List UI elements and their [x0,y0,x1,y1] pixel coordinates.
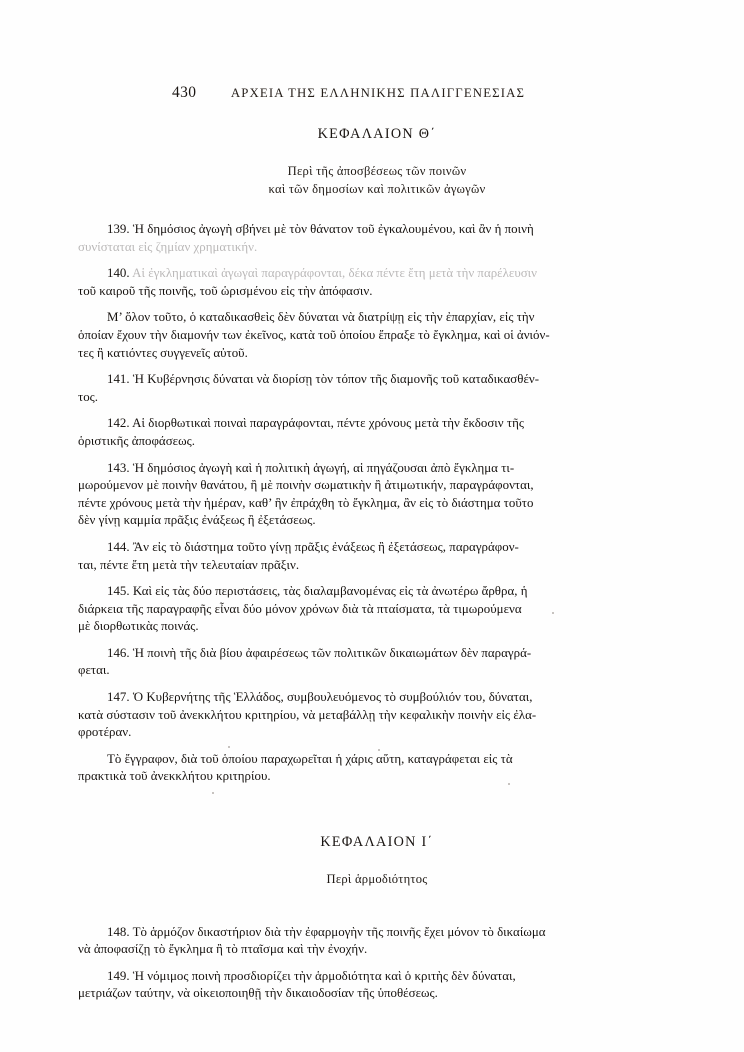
article-142-text-1: Αἱ διορθωτικαὶ ποιναὶ παραγράφονται, πέντε χρόνους μετὰ τὴν ἔκδοσιν τῆς [132,416,524,431]
article-143 [78,460,676,530]
article-145-line-2: διάρκεια τῆς παραγραφῆς εἶναι δύο μόνον χρόνων διὰ τὰ πταίσματα, τὰ τιμωρούμενα [78,601,522,616]
article-145-number: 145. [107,584,130,599]
article-141-line-1 [78,371,676,389]
article-145-text-1: Καὶ εἰς τὰς δύο περιστάσεις, τὰς διαλαμβανομένας εἰς τὰ ἀνωτέρω ἄρθρα, ἡ [132,584,528,599]
scan-speck [378,749,380,751]
article-147-text-1: Ὁ Κυβερνήτης τῆς Ἑλλάδος, συμβουλευόμενος τὸ συμβούλιόν του, δύναται, [132,690,533,705]
article-143-text-1: Ἡ δημόσιος ἀγωγὴ καὶ ἡ πολιτικὴ ἀγωγή, αἱ πηγάζουσαι ἀπὸ ἔγκλημα τι- [132,460,515,475]
article-144-number: 144. [107,539,130,554]
article-140-cont-line-3: τες ἢ κατιόντες συγγενεῖς αὐτοῦ. [78,345,248,360]
article-144 [78,539,676,574]
article-140-line-2 [78,283,676,301]
article-144-line-2: ται, πέντε ἔτη μετὰ τὴν τελευταίαν πρᾶξιν. [78,557,300,572]
article-143-number: 143. [107,460,130,475]
scan-speck [552,612,554,614]
scan-speck [508,783,510,785]
running-head-title: ΑΡΧΕΙΑ ΤΗΣ ΕΛΛΗΝΙΚΗΣ ΠΑΛΙΓΓΕΝΕΣΙΑΣ [230,86,526,100]
article-139-text-1: Ἡ δημόσιος ἀγωγὴ σβήνει μὲ τὸν θάνατον τοῦ ἐγκαλουμένου, καὶ ἂν ἡ ποινὴ [132,222,534,236]
article-144-line-1 [78,539,676,557]
article-142-number: 142. [107,416,130,431]
article-147-line-1 [78,689,676,707]
article-142-line-1 [78,415,676,433]
article-147 [78,689,676,742]
article-149-text-1: Ἡ νόμιμος ποινὴ προσδιορίζει τὴν ἁρμοδιότητα καὶ ὁ κριτὴς δὲν δύναται, [132,968,516,983]
article-147-cont-line-2: πρακτικὰ τοῦ ἀνεκκλήτου κριτηρίου. [78,769,271,784]
chapter-nine-subtitle-line-1: Περὶ τῆς ἀποσβέσεως τῶν ποινῶν [287,164,467,178]
page-number: 430 [172,84,197,101]
article-149-line-1 [78,968,676,986]
chapter-ten-subtitle-line-1: Περὶ ἁρμοδιότητος [326,872,428,887]
article-141-text-1: Ἡ Κυβέρνησις δύναται νὰ διορίσῃ τὸν τόπον τῆς διαμονῆς τοῦ καταδικασθέν- [132,372,540,387]
article-140-line-1 [78,265,676,283]
article-148-line-2: νὰ ἀποφασίζῃ τὸ ἔγκλημα ἢ τὸ πταῖσμα καὶ τὴν ἐνοχήν. [78,942,368,957]
article-146 [78,645,676,680]
article-144-text-1: Ἂν εἰς τὸ διάστημα τοῦτο γίνῃ πρᾶξις ἐνάξεως ἢ ἐξετάσεως, παραγράφον- [132,539,519,554]
article-139 [78,221,676,256]
chapter-nine-title: ΚΕΦΑΛΑΙΟΝ Θ΄ [317,126,437,142]
article-147-number: 147. [107,690,130,705]
article-140-continuation [78,309,676,362]
chapter-ten-subtitle [78,871,676,889]
article-143-line-3: πέντε χρόνους μετὰ τὴν ἡμέραν, καθ’ ἣν ἐπράχθη τὸ ἔγκλημα, ἂν εἰς τὸ διάστημα τοῦτο [78,495,534,510]
spacer [78,786,676,834]
article-148-number: 148. [107,924,130,939]
article-140-cont-line-2: ὁποίαν ἔχουν τὴν διαμονήν των ἐκεῖνος, κατὰ τοῦ ὁποίου ἔπραξε τὸ ἔγκλημα, καὶ οἱ ἀνιόν- [78,327,550,342]
article-141-line-2: τος. [78,389,99,404]
article-147-cont-line-1: Τὸ ἔγγραφον, διὰ τοῦ ὁποίου παραχωρεῖται ἡ χάρις αὕτη, καταγράφεται εἰς τὰ [107,751,513,766]
article-139-text-2: συνίσταται εἰς ζημίαν χρηματικήν. [78,239,258,254]
article-146-number: 146. [107,645,130,660]
article-147-continuation [78,751,676,786]
article-146-line-1 [78,645,676,663]
text-block [78,120,676,1003]
article-143-line-4: δὲν γίνῃ καμμία πρᾶξις ἐνάξεως ἢ ἐξετάσεως. [78,513,316,528]
chapter-ten-title: ΚΕΦΑΛΑΙΟΝ Ι΄ [320,834,434,851]
article-142 [78,415,676,450]
scan-speck [212,792,214,794]
article-148-text-1: Τὸ ἁρμόζον δικαστήριον διὰ τὴν ἐφαρμογὴν τῆς ποινῆς ἔχει μόνον τὸ δικαίωμα [132,924,546,939]
article-145 [78,583,676,636]
running-head [0,84,744,106]
article-142-line-2: ὁριστικῆς ἀποφάσεως. [78,433,195,448]
spacer [78,198,676,212]
article-143-line-2: μωρούμενον μὲ ποινὴν θανάτου, ἢ μὲ ποινὴν σωματικὴν ἢ ἀτιμωτικήν, παραγράφονται, [78,478,534,493]
article-148-line-1 [78,924,676,942]
article-145-line-1 [78,583,676,601]
chapter-nine-subtitle [78,163,676,198]
article-145-line-3: μὲ διορθωτικὰς ποινάς. [78,619,199,634]
article-139-number: 139. [107,222,130,236]
article-147-line-2: κατὰ σύστασιν τοῦ ἀνεκκλήτου κριτηρίου, νὰ μεταβάλλῃ τὴν κεφαλικὴν ποινὴν εἰς ἐλα- [78,707,537,722]
article-141-number: 141. [107,372,130,387]
article-146-text-1: Ἡ ποινὴ τῆς διὰ βίου ἀφαιρέσεως τῶν πολιτικῶν δικαιωμάτων δὲν παραγρά- [132,645,532,660]
article-139-line-1 [78,221,676,239]
article-148 [78,924,676,959]
article-140-text-1: Αἱ ἐγκληματικαὶ ἀγωγαὶ παραγράφονται, δέκα πέντε ἔτη μετὰ τὴν παρέλευσιν [132,266,538,281]
scan-speck [228,746,230,748]
article-143-line-1 [78,460,676,478]
chapter-nine-subtitle-line-2: καὶ τῶν δημοσίων καὶ πολιτικῶν ἀγωγῶν [268,181,486,196]
article-140 [78,265,676,300]
article-149-number: 149. [107,968,130,983]
article-140-text-2: τοῦ καιροῦ τῆς ποινῆς, τοῦ ὡρισμένου εἰς τὴν ἀπόφασιν. [78,283,373,298]
article-140-number: 140. [107,266,130,281]
article-147-line-3: φροτέραν. [78,725,132,740]
article-149-line-2: μετριάζων ταύτην, νὰ οἰκειοποιηθῇ τὴν δικαιοδοσίαν τῆς ὑποθέσεως. [78,986,438,1001]
article-139-line-2 [78,239,676,257]
article-140-cont-line-1: Μ’ ὅλον τοῦτο, ὁ καταδικασθεὶς δὲν δύναται νὰ διατρίψῃ εἰς τὴν ἐπαρχίαν, εἰς τὴν [107,310,535,325]
article-149 [78,968,676,1003]
article-146-line-2: φεται. [78,663,110,678]
spacer [78,889,676,915]
article-141 [78,371,676,406]
